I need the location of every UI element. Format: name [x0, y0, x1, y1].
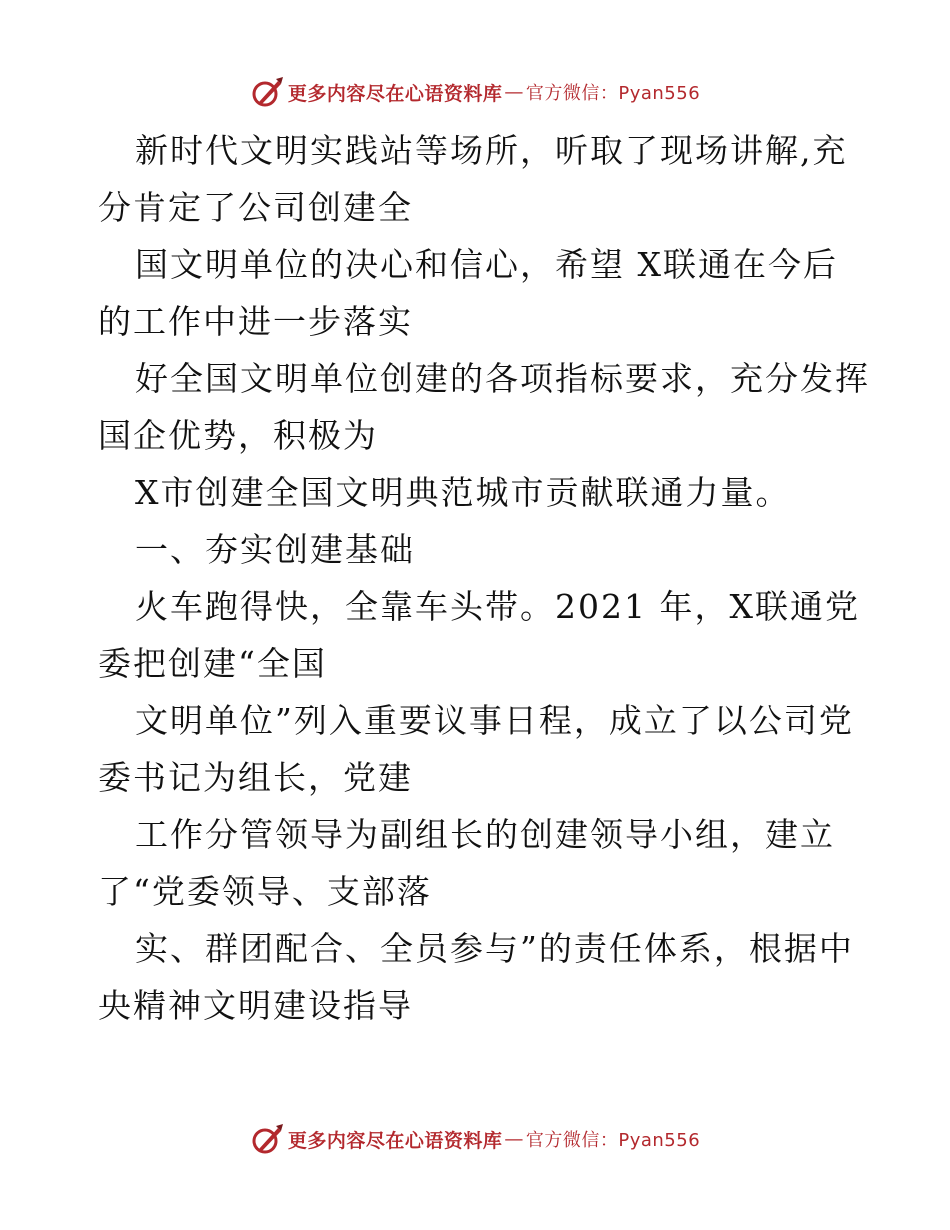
text-line: 国文明单位的决心和信心，希望 X联通在今后	[135, 245, 838, 284]
quill-pen-logo-icon	[250, 75, 284, 109]
text-line: 分肯定了公司创建全	[98, 188, 413, 227]
text-line: 工作分管领导为副组长的创建领导小组，建立	[135, 815, 835, 854]
text-line: 国企优势，积极为	[98, 416, 378, 455]
text-line: 火车跑得快，全靠车头带。2021 年，X联通党	[135, 587, 860, 626]
text-line: 央精神文明建设指导	[98, 986, 413, 1025]
watermark-dash: —	[504, 81, 524, 103]
watermark-dash: —	[504, 1128, 524, 1150]
text-line: 了“党委领导、支部落	[98, 872, 432, 911]
watermark-title: 更多内容尽在心语资料库	[287, 82, 503, 105]
watermark-title: 更多内容尽在心语资料库	[287, 1129, 503, 1152]
footer-watermark	[0, 1119, 950, 1159]
text-line: 委把创建“全国	[98, 644, 327, 683]
header-watermark	[0, 72, 950, 112]
text-line: 的工作中进一步落实	[98, 302, 413, 341]
text-line: 委书记为组长，党建	[98, 758, 413, 797]
section-heading: 一、夯实创建基础	[135, 530, 415, 569]
quill-pen-logo-icon	[250, 1122, 284, 1156]
text-line: 新时代文明实践站等场所，听取了现场讲解,充	[135, 131, 848, 170]
text-line: 文明单位”列入重要议事日程，成立了以公司党	[135, 701, 854, 740]
text-line: 好全国文明单位创建的各项指标要求，充分发挥	[135, 359, 870, 398]
watermark-wechat: 官方微信：Pyan556	[525, 83, 701, 104]
text-line: 实、群团配合、全员参与”的责任体系，根据中	[135, 929, 854, 968]
watermark-wechat: 官方微信：Pyan556	[525, 1130, 701, 1151]
text-line: X市创建全国文明典范城市贡献联通力量。	[135, 473, 791, 512]
